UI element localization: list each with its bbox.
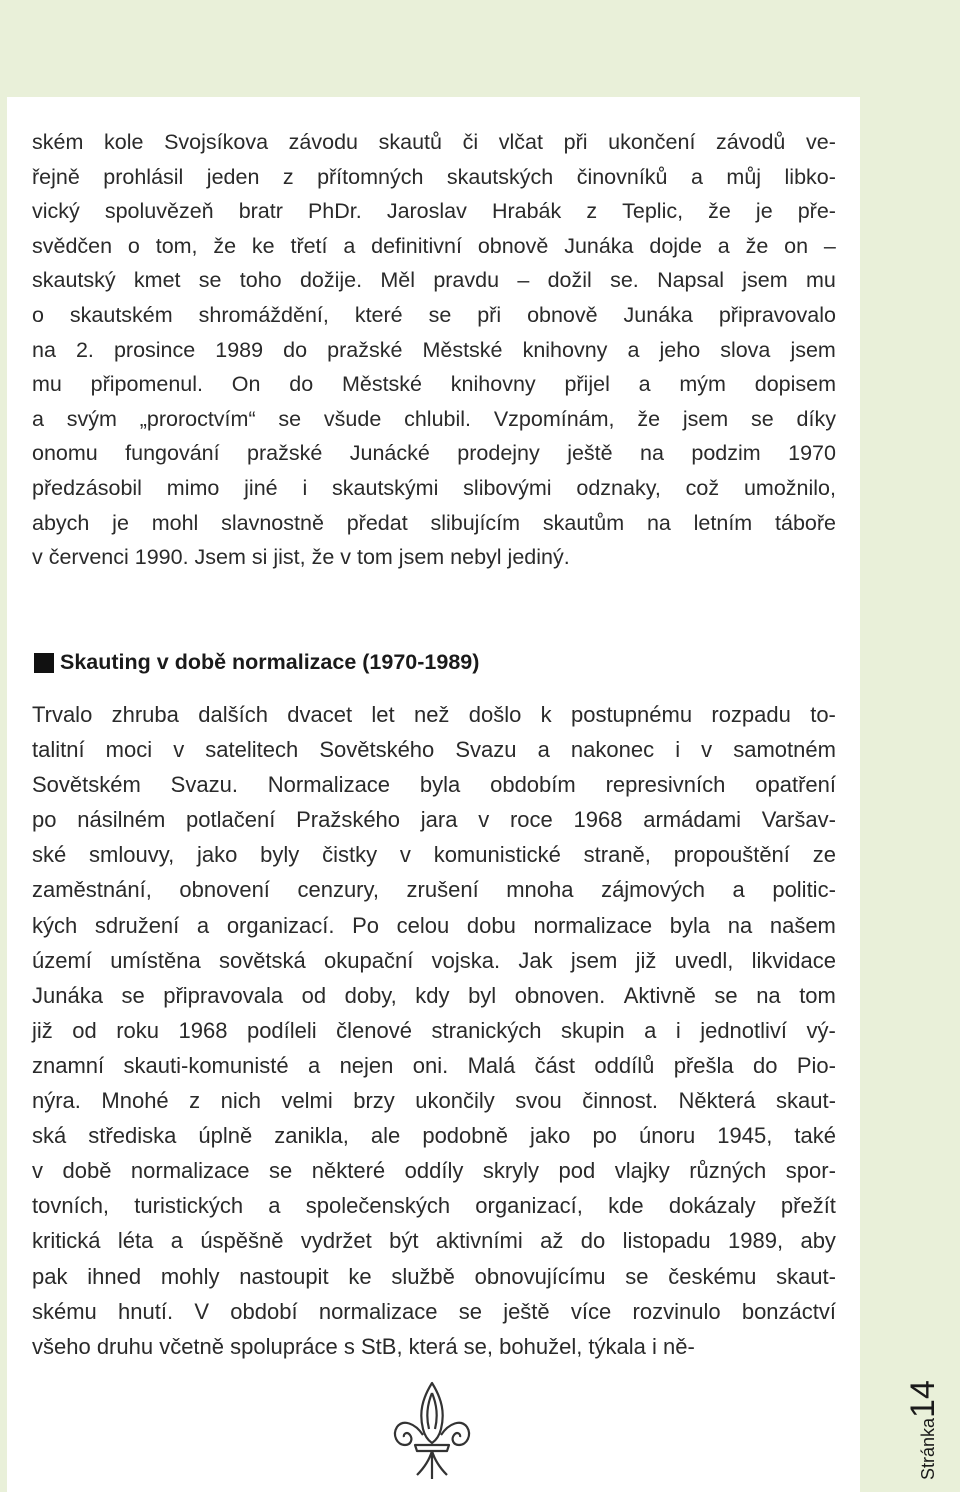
text-line: Trvalo zhruba dalších dvacet let než došlo k postupnému rozpadu to-	[32, 702, 836, 727]
text-line: onomu fungování pražské Junácké prodejny ještě na podzim 1970	[32, 441, 836, 466]
text-line: v době normalizace se některé oddíly skryly pod vlajky různých spor-	[32, 1158, 836, 1184]
text-line: tovních, turistických a společenských organizací, kde dokázaly přežít	[32, 1193, 836, 1219]
text-line: abych je mohl slavnostně předat slibujícím skautům na letním táboře	[32, 510, 836, 535]
square-bullet-icon	[34, 653, 54, 673]
text-line: pak ihned mohly nastoupit ke službě obnovujícímu se českému skaut-	[32, 1263, 836, 1289]
text-line: všeho druhu včetně spolupráce s StB, která se, bohužel, týkala i ně-	[32, 1333, 695, 1359]
text-line: Sovětském Svazu. Normalizace byla obdobím represivních opatření	[32, 772, 836, 798]
page	[7, 97, 860, 1492]
text-line: řejně prohlásil jeden z přítomných skautských činovníků a můj libko-	[32, 164, 836, 189]
text-line: zaměstnání, obnovení cenzury, zrušení mnoha zájmových a politic-	[32, 877, 836, 903]
text-line: svědčen o tom, že ke třetí a definitivní obnově Junáka dojde a že on –	[32, 233, 836, 258]
page-word: Stránka	[918, 1417, 938, 1480]
text-line: po násilném potlačení Pražského jara v roce 1968 armádami Varšav-	[32, 807, 836, 833]
section-heading-text: Skauting v době normalizace (1970-1989)	[60, 650, 480, 674]
text-line: a svým „proroctvím“ se všude chlubil. Vzpomínám, že jsem se díky	[32, 406, 836, 431]
text-line: kých sdružení a organizací. Po celou dobu normalizace byla na našem	[32, 912, 836, 938]
fleur-de-lis-icon	[389, 1379, 475, 1483]
text-line: vický spoluvězeň bratr PhDr. Jaroslav Hrabák z Teplic, že je pře-	[32, 199, 836, 224]
text-line: skautský kmet se toho dožije. Měl pravdu – dožil se. Napsal jsem mu	[32, 268, 836, 293]
text-line: nýra. Mnohé z nich velmi brzy ukončily svou činnost. Některá skaut-	[32, 1088, 836, 1114]
text-line: ská střediska úplně zanikla, ale podobně jako po únoru 1945, také	[32, 1123, 836, 1149]
page-number-label	[864, 1330, 942, 1480]
text-line: v červenci 1990. Jsem si jist, že v tom jsem nebyl jediný.	[32, 545, 570, 570]
text-line: mu připomenul. On do Městské knihovny přijel a mým dopisem	[32, 372, 836, 397]
section-heading	[34, 650, 479, 675]
text-line: o skautském shromáždění, které se při obnově Junáka připravovalo	[32, 302, 836, 327]
text-line: ské smlouvy, jako byly čistky v komunistické straně, propouštění ze	[32, 842, 836, 868]
paragraph-2	[32, 697, 836, 1364]
text-line: kritická léta a úspěšně vydržet být aktivními až do listopadu 1989, aby	[32, 1228, 836, 1254]
text-line: znamní skauti-komunisté a nejen oni. Malá část oddílů přešla do Pio-	[32, 1052, 836, 1078]
text-line: ském kole Svojsíkova závodu skautů či vlčat při ukončení závodů ve-	[32, 130, 836, 154]
paragraph-1	[32, 125, 836, 575]
text-line: skému hnutí. V období normalizace se ještě více rozvinulo bonzáctví	[32, 1298, 836, 1324]
text-line: talitní moci v satelitech Sovětského Svazu a nakonec i v samotném	[32, 737, 836, 763]
page-number: 14	[904, 1380, 942, 1418]
text-line: již od roku 1968 podíleli členové stranických skupin a i jednotliví vý-	[32, 1017, 836, 1043]
text-line: území umístěna sovětská okupační vojska. Jak jsem již uvedl, likvidace	[32, 947, 836, 973]
text-line: předzásobil mimo jiné i skautskými slibovými odznaky, což umožnilo,	[32, 475, 836, 500]
text-line: na 2. prosince 1989 do pražské Městské knihovny a jeho slova jsem	[32, 337, 836, 362]
text-line: Junáka se připravovala od doby, kdy byl obnoven. Aktivně se na tom	[32, 982, 836, 1008]
